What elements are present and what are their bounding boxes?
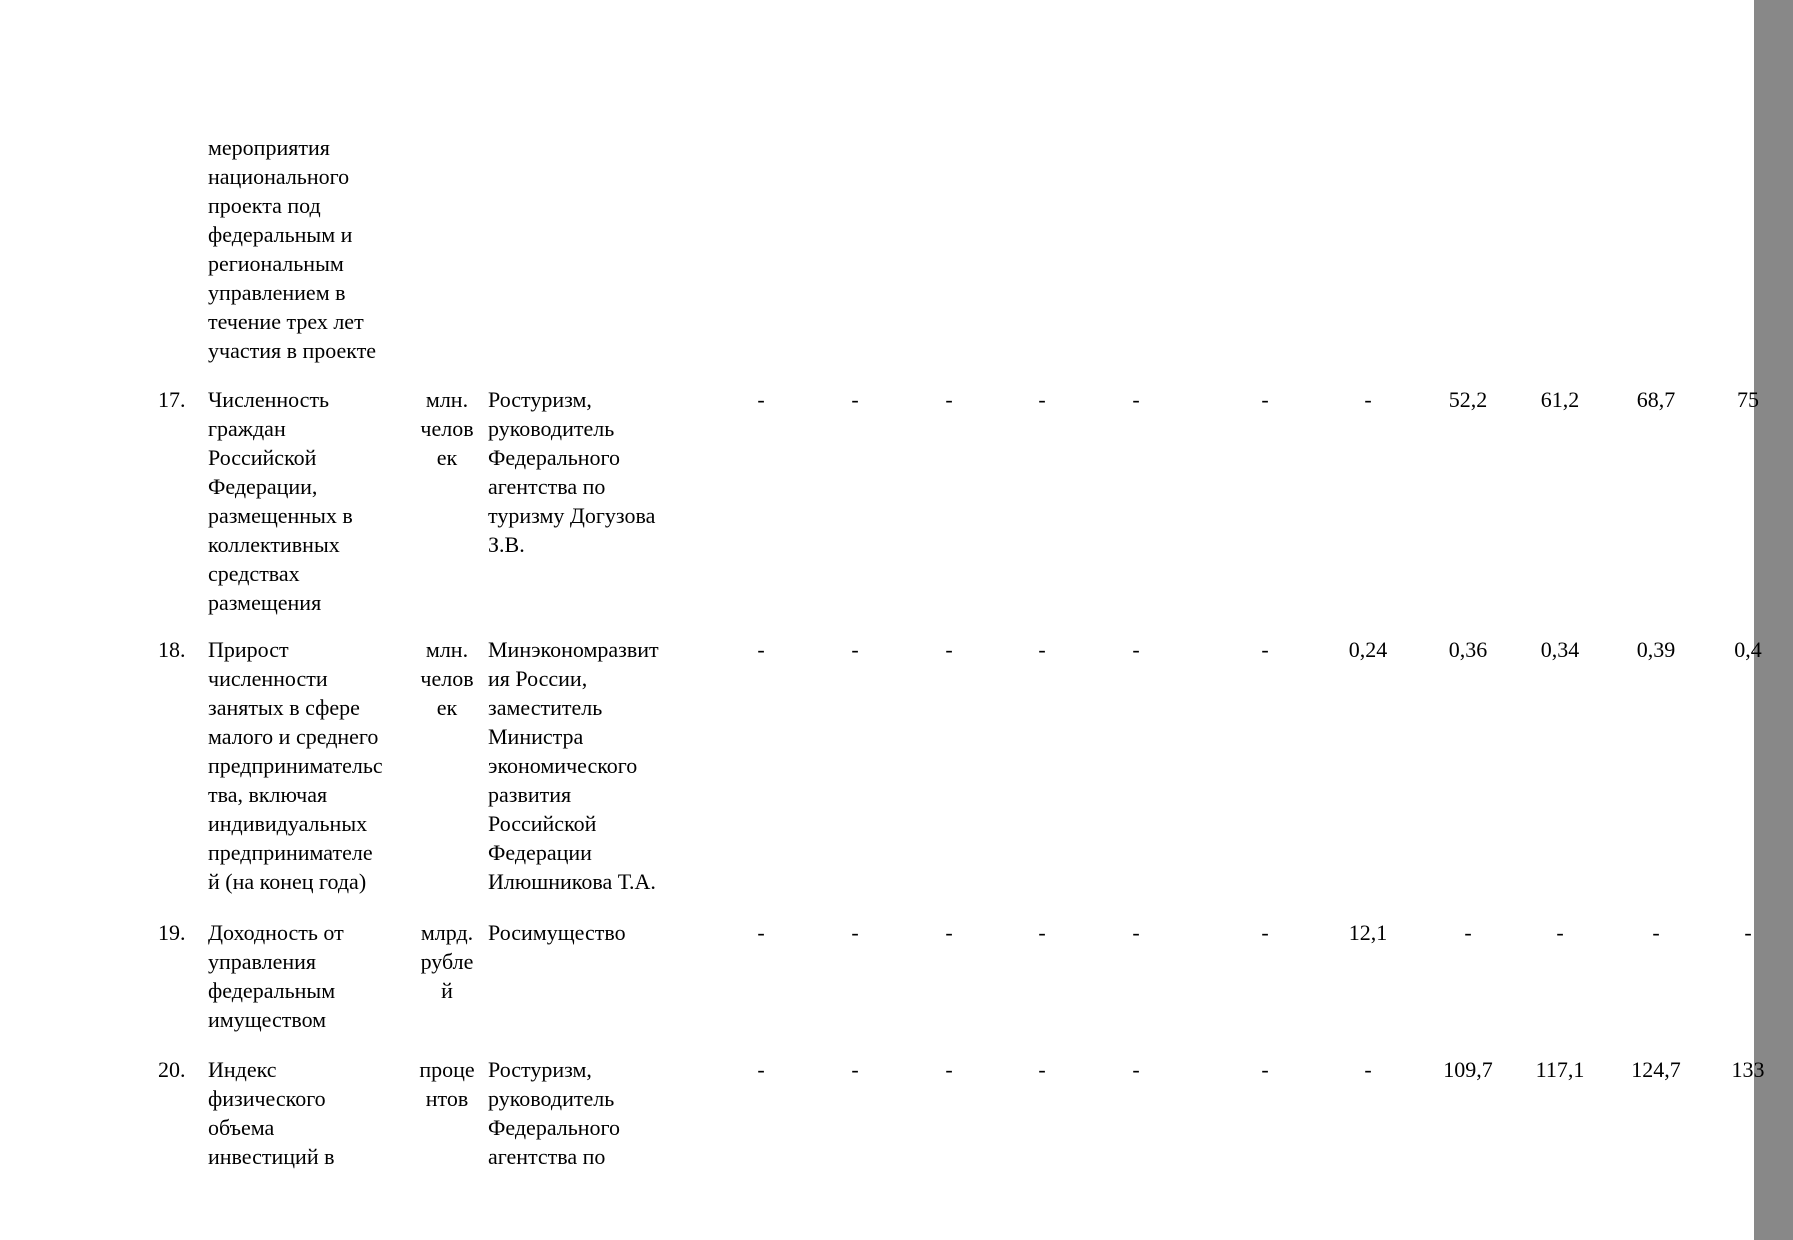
value-cell: 0,39	[1636, 637, 1676, 662]
value-cell: -	[1132, 387, 1140, 412]
value-cell: -	[945, 387, 953, 412]
value-cell: 133	[1731, 1057, 1765, 1082]
value-cell: 75	[1737, 387, 1759, 412]
value-cell: -	[1556, 920, 1564, 945]
value-cell: -	[757, 920, 765, 945]
value-cell: 52,2	[1448, 387, 1488, 412]
value-cell: -	[757, 637, 765, 662]
row-number: 20.	[158, 1057, 186, 1082]
unit-text: проце нтов	[419, 1057, 475, 1111]
value-cell: -	[1364, 387, 1372, 412]
unit-text: млн. челов ек	[420, 387, 474, 470]
value-cell: -	[1464, 920, 1472, 945]
row-number: 18.	[158, 637, 186, 662]
value-cell: -	[1132, 637, 1140, 662]
unit-text: млрд. рубле й	[420, 920, 474, 1003]
value-cell: -	[1261, 920, 1269, 945]
indicator-text: мероприятия национального проекта под федеральным и региональным управлением в течение трех лет участия в проекте	[208, 135, 377, 363]
value-cell: -	[851, 1057, 859, 1082]
row-number: 19.	[158, 920, 186, 945]
value-cell: -	[1652, 920, 1660, 945]
value-cell: 124,7	[1631, 1057, 1681, 1082]
value-cell: -	[851, 637, 859, 662]
value-cell: -	[851, 920, 859, 945]
value-cell: -	[1038, 387, 1046, 412]
value-cell: -	[945, 920, 953, 945]
value-cell: -	[945, 637, 953, 662]
value-cell: 0,4	[1734, 637, 1762, 662]
unit-text: млн. челов ек	[420, 637, 474, 720]
value-cell: -	[851, 387, 859, 412]
value-cell: -	[757, 387, 765, 412]
responsible-text: Минэкономразвит ия России, заместитель Министра экономического развития Российской Федерации Илюшникова Т.А.	[488, 637, 659, 894]
value-cell: -	[1038, 1057, 1046, 1082]
value-cell: -	[1364, 1057, 1372, 1082]
indicator-text: Доходность от управления федеральным имуществом	[208, 920, 344, 1032]
value-cell: 0,36	[1448, 637, 1488, 662]
value-cell: 0,24	[1348, 637, 1388, 662]
indicator-text: Численность граждан Российской Федерации, размещенных в коллективных средствах размещения	[208, 387, 353, 615]
value-cell: 0,34	[1540, 637, 1580, 662]
row-number: 17.	[158, 387, 186, 412]
value-cell: -	[1261, 1057, 1269, 1082]
indicator-text: Индекс физического объема инвестиций в	[208, 1057, 335, 1169]
value-cell: -	[1132, 920, 1140, 945]
value-cell: -	[1261, 387, 1269, 412]
value-cell: 61,2	[1540, 387, 1580, 412]
value-cell: -	[1038, 637, 1046, 662]
value-cell: 68,7	[1636, 387, 1676, 412]
responsible-text: Ростуризм, руководитель Федерального агентства по	[488, 1057, 621, 1169]
responsible-text: Росимущество	[488, 920, 626, 945]
responsible-text: Ростуризм, руководитель Федерального агентства по туризму Догузова З.В.	[488, 387, 656, 557]
value-cell: -	[1038, 920, 1046, 945]
value-cell: -	[757, 1057, 765, 1082]
value-cell: -	[1261, 637, 1269, 662]
value-cell: -	[945, 1057, 953, 1082]
indicator-text: Прирост численности занятых в сфере малого и среднего предпринимательс тва, включая индивидуальных предпринимателе й (на конец года)	[208, 637, 383, 894]
value-cell: 117,1	[1535, 1057, 1585, 1082]
value-cell: -	[1132, 1057, 1140, 1082]
value-cell: -	[1744, 920, 1752, 945]
value-cell: 12,1	[1348, 920, 1388, 945]
value-cell: 109,7	[1443, 1057, 1493, 1082]
